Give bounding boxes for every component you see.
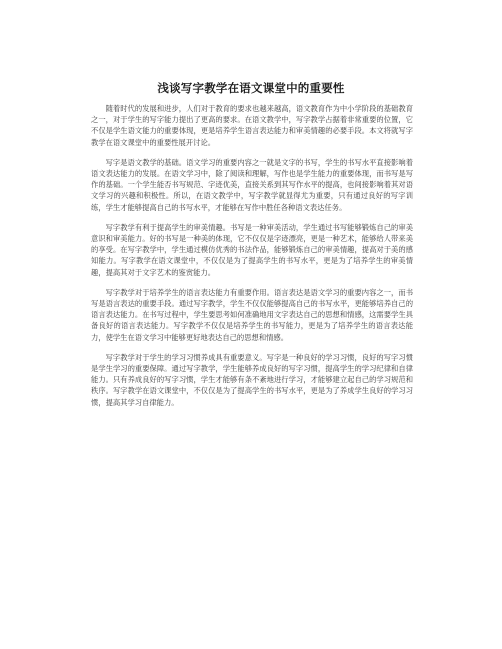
paragraph-foundation: 写字是语文教学的基础。语文学习的重要内容之一就是文字的书写，学生的书写水平直接影响着语文表达能力的发展。在语文学习中，除了阅读和理解，写作也是学生能力的重要体现，而书写是写作的基础。一个学生能否书写规范、字迹优美，直接关系到其写作水平的提高，也间接影响着其对语文学习的兴趣和积极性。所以，在语文教学中，写字教学就显得尤为重要，只有通过良好的写字训练，学生才能够提高自己的书写水平，才能够在写作中胜任各种语文表达任务。 bbox=[91, 157, 413, 212]
paragraph-aesthetics: 写字教学有利于提高学生的审美情趣。书写是一种审美活动，学生通过书写能够锻炼自己的审美意识和审美能力。好的书写是一种美的体现，它不仅仅是字迹漂亮，更是一种艺术，能够给人带来美的享受。在写字教学中，学生通过模仿优秀的书法作品，能够锻炼自己的审美情趣，提高对于美的感知能力。写字教学在语文课堂中，不仅仅是为了提高学生的书写水平，更是为了培养学生的审美情趣，提高其对于文字艺术的鉴赏能力。 bbox=[91, 222, 413, 277]
paragraph-expression: 写字教学对于培养学生的语言表达能力有重要作用。语言表达是语文学习的重要内容之一，而书写是语言表达的重要手段。通过写字教学，学生不仅仅能够提高自己的书写水平，更能够培养自己的语言表达能力。在书写过程中，学生要思考如何准确地用文字表达自己的思想和情感，这需要学生具备良好的语言表达能力。写字教学不仅仅是培养学生的书写能力，更是为了培养学生的语言表达能力，使学生在语文学习中能够更好地表达自己的思想和情感。 bbox=[91, 287, 413, 342]
document-body bbox=[91, 103, 413, 417]
document-title: 浅谈写字教学在语文课堂中的重要性 bbox=[157, 81, 345, 95]
paragraph-habits: 写字教学对于学生的学习习惯养成具有重要意义。写字是一种良好的学习习惯，良好的写字习惯是学生学习的重要保障。通过写字教学，学生能够养成良好的写字习惯，提高学生的学习纪律和自律能力。只有养成良好的写字习惯，学生才能够有条不紊地进行学习，才能够建立起自己的学习规范和秩序。写字教学在语文课堂中，不仅仅是为了提高学生的书写水平，更是为了养成学生良好的学习习惯，提高其学习自律能力。 bbox=[91, 352, 413, 407]
paragraph-intro: 随着时代的发展和进步，人们对于教育的要求也越来越高，语文教育作为中小学阶段的基础教育之一，对于学生的写字能力提出了更高的要求。在语文教学中，写字教学占据着非常重要的位置，它不仅是学生语文能力的重要体现，更是培养学生语言表达能力和审美情趣的必要手段。本文将就写字教学在语文课堂中的重要性展开讨论。 bbox=[91, 104, 413, 147]
